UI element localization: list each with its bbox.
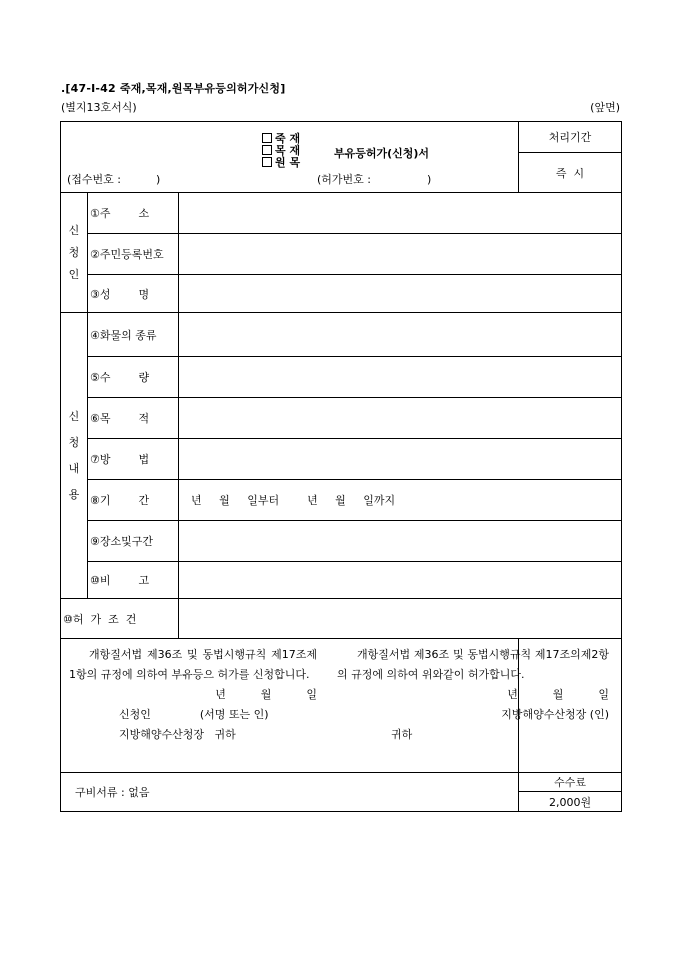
- permit-condition-label: ⑩허 가 조 건: [61, 599, 179, 639]
- address-label: ①주 소: [88, 193, 179, 234]
- processing-period-label: 처리기간: [519, 122, 622, 153]
- receipt-number: (접수번호 : ): [67, 173, 161, 186]
- fee-label: 수수료: [519, 773, 622, 792]
- cargo-type-label: ④화물의 종류: [88, 313, 179, 357]
- quantity-field[interactable]: [179, 357, 622, 398]
- permit-number: (허가번호 : ): [317, 173, 432, 186]
- option-bamboo[interactable]: 죽 재: [262, 133, 300, 145]
- issuer-seal: 지방해양수산청장 (인): [501, 708, 610, 721]
- form-heading: .[47-Ⅰ-42 죽재,목재,원목부유등의허가신청]: [61, 82, 286, 95]
- recipient: 지방해양수산청장 귀하: [119, 728, 236, 741]
- declaration-text: 개항질서법 제36조 및 동법시행규칙 제17조제1항의 규정에 의하여 부유등으 허가를 신청합니다.: [69, 648, 317, 681]
- remarks-field[interactable]: [179, 562, 622, 599]
- purpose-label: ⑥목 적: [88, 398, 179, 439]
- purpose-field[interactable]: [179, 398, 622, 439]
- permit-condition-field[interactable]: [179, 599, 622, 639]
- page-side: (앞면): [590, 101, 620, 114]
- checkbox-icon[interactable]: [262, 157, 272, 167]
- title-block: [61, 122, 519, 193]
- document-title: 부유등허가(신청)서: [334, 147, 430, 160]
- location-label: ⑨장소및구간: [88, 521, 179, 562]
- checkbox-icon[interactable]: [262, 145, 272, 155]
- option-log[interactable]: 원 목: [262, 157, 300, 169]
- required-documents: 구비서류 : 없음: [61, 773, 519, 812]
- checkbox-icon[interactable]: [262, 133, 272, 143]
- period-field[interactable]: 년 월 일부터 년 월 일까지: [179, 480, 622, 521]
- content-group-label: 신 청 내 용: [61, 313, 88, 599]
- processing-period-value: 즉 시: [519, 153, 622, 193]
- permit-recipient: 귀하: [391, 728, 413, 741]
- cargo-type-field[interactable]: [179, 313, 622, 357]
- method-label: ⑦방 법: [88, 439, 179, 480]
- permit-declaration: [337, 639, 622, 773]
- permit-text: 개항질서법 제36조 및 동법시행규칙 제17조의제2항의 규정에 의하여 위와같이 허가합니다.: [337, 648, 610, 681]
- option-timber[interactable]: 목 재: [262, 145, 300, 157]
- quantity-label: ⑤수 량: [88, 357, 179, 398]
- method-field[interactable]: [179, 439, 622, 480]
- name-field[interactable]: [179, 275, 622, 313]
- remarks-label: ⑩비 고: [88, 562, 179, 599]
- resident-number-label: ②주민등록번호: [88, 234, 179, 275]
- application-form: [60, 121, 622, 812]
- name-label: ③성 명: [88, 275, 179, 313]
- period-label: ⑧기 간: [88, 480, 179, 521]
- permit-date: 년 월 일: [507, 688, 610, 701]
- applicant-signature[interactable]: 신청인 (서명 또는 인): [119, 708, 269, 721]
- fee-value: 2,000원: [519, 792, 622, 812]
- declaration-date: 년 월 일: [215, 688, 317, 701]
- address-field[interactable]: [179, 193, 622, 234]
- form-number: (별지13호서식): [61, 101, 137, 114]
- applicant-group-label: 신 청 인: [61, 193, 88, 313]
- location-field[interactable]: [179, 521, 622, 562]
- resident-number-field[interactable]: [179, 234, 622, 275]
